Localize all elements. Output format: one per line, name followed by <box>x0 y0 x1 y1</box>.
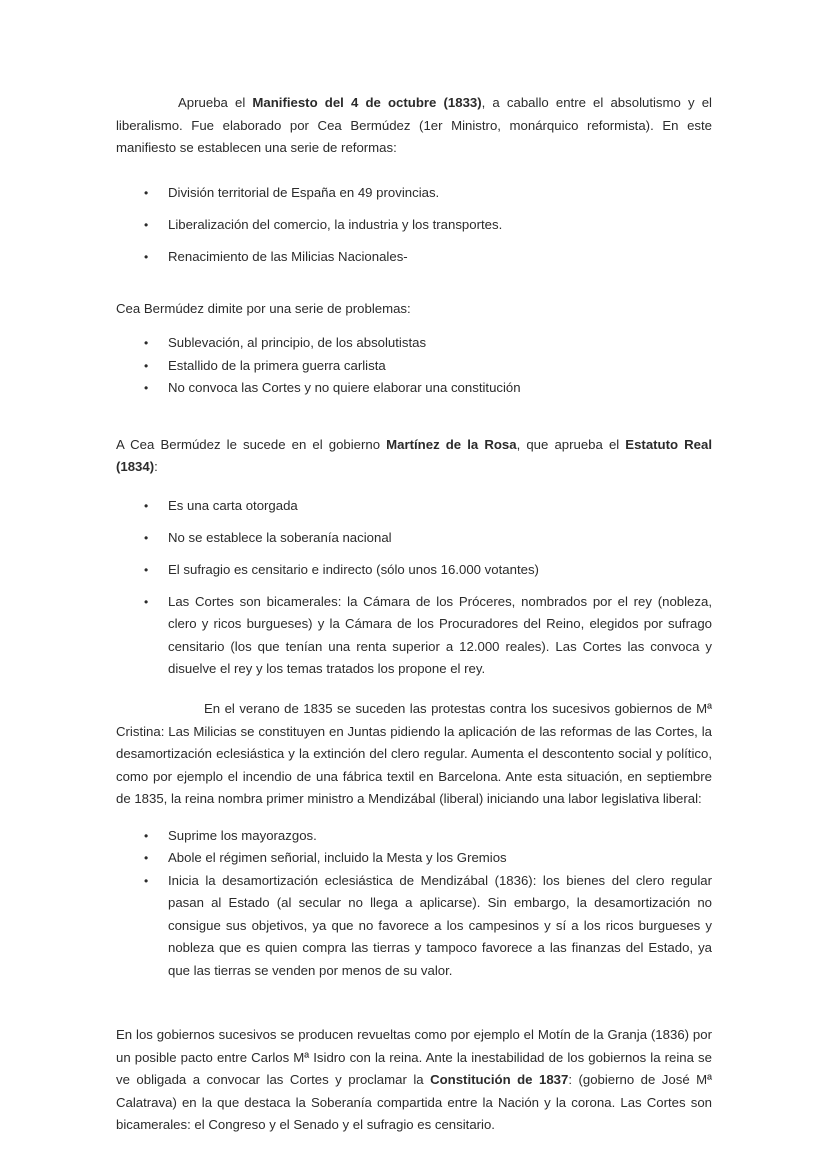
list-item: • Liberalización del comercio, la industria y los transportes. <box>116 214 712 237</box>
spacer <box>116 811 712 825</box>
paragraph-estatuto-real <box>116 434 712 479</box>
document-body <box>116 92 712 1137</box>
spacer <box>116 1012 712 1024</box>
list-item: • El sufragio es censitario e indirecto (sólo unos 16.000 votantes) <box>116 559 712 582</box>
spacer <box>116 479 712 495</box>
paragraph-constitucion-1837-pre: En los gobiernos sucesivos se producen revueltas como por ejemplo el Motín de la Granja (1836) por un posible pacto entre Carlos Mª Isidro con la reina. Ante la inestabilidad de los gobiernos la reina se ve obligada a convocar las Cortes y proclamar la <box>116 1027 712 1087</box>
list-item: • División territorial de España en 49 provincias. <box>116 182 712 205</box>
paragraph-estatuto-real-bold-estatuto: Estatuto Real (1834) <box>116 436 712 474</box>
spacer <box>116 160 712 182</box>
paragraph-estatuto-real-post: : <box>154 459 158 474</box>
paragraph-estatuto-real-pre: A Cea Bermúdez le sucede en el gobierno <box>116 436 387 452</box>
spacer <box>116 400 712 434</box>
list-estatuto-real <box>116 495 712 681</box>
list-item: • Es una carta otorgada <box>116 495 712 518</box>
list-item: • Suprime los mayorazgos. <box>116 825 712 848</box>
list-item: • Inicia la desamortización eclesiástica de Mendizábal (1836): los bienes del clero regular pasan al Estado (al secular no llega a aplicarse). Sin embargo, la desamortización no consigue sus objetivos, ya que no favorece a los campesinos y sí a los ricos burgueses y nobleza que es quien compra las tierras y tampoco favorece a las finanzas del Estado, ya que las tierras se venden por menos de su valor. <box>116 870 712 983</box>
list-reformas <box>116 182 712 269</box>
spacer <box>116 982 712 1012</box>
paragraph-estatuto-real-bold-martinez: Martínez de la Rosa <box>386 436 517 452</box>
spacer <box>116 320 712 332</box>
paragraph-manifiesto-pre: Aprueba el <box>178 95 253 110</box>
paragraph-manifiesto-post: , a caballo entre el absolutismo y el liberalismo. Fue elaborado por Cea Bermúdez (1er Ministro, monárquico reformista). En este manifiesto se establecen una serie de reformas: <box>116 95 712 155</box>
list-mendizabal <box>116 825 712 983</box>
list-item: • Las Cortes son bicamerales: la Cámara de los Próceres, nombrados por el rey (nobleza, clero y ricos burgueses) y la Cámara de los Procuradores del Reino, elegidos por sufrago censitario (los que tenían una renta superior a 12.000 reales). Las Cortes las convoca y disuelve el rey y los temas tratados los propone el rey. <box>116 591 712 681</box>
paragraph-verano-1835: En el verano de 1835 se suceden las protestas contra los sucesivos gobiernos de Mª Cristina: Las Milicias se constituyen en Juntas pidiendo la aplicación de las reformas de las Cortes, la desamortización eclesiástica y la extinción del clero regular. Aumenta el descontento social y político, como por ejemplo el incendio de una fábrica textil en Barcelona. Ante esta situación, en septiembre de 1835, la reina nombra primer ministro a Mendizábal (liberal) iniciando una labor legislativa liberal: <box>116 701 712 806</box>
paragraph-constitucion-1837-bold: Constitución de 1837 <box>430 1072 569 1087</box>
paragraph-dimision: Cea Bermúdez dimite por una serie de problemas: <box>116 300 411 316</box>
paragraph-manifiesto-bold: Manifiesto del 4 de octubre (1833) <box>252 95 482 110</box>
list-item: • Renacimiento de las Milicias Nacionales- <box>116 246 712 269</box>
paragraph-estatuto-real-mid: , que aprueba el <box>516 436 626 452</box>
list-item: • Sublevación, al principio, de los absolutistas <box>116 332 712 355</box>
list-item: • Abole el régimen señorial, incluido la Mesta y los Gremios <box>116 847 712 870</box>
list-item: • No se establece la soberanía nacional <box>116 527 712 550</box>
paragraph-constitucion-1837 <box>116 1024 712 1137</box>
spacer <box>116 690 712 698</box>
paragraph-manifiesto <box>116 92 712 160</box>
spacer <box>116 278 712 298</box>
list-item: • Estallido de la primera guerra carlista <box>116 355 712 378</box>
list-problemas <box>116 332 712 400</box>
list-item: • No convoca las Cortes y no quiere elaborar una constitución <box>116 377 712 400</box>
paragraph-constitucion-1837-post: : (gobierno de José Mª Calatrava) en la que destaca la Soberanía compartida entre la Nación y la corona. Las Cortes son bicamerales: el Congreso y el Senado y el sufragio es censitario. <box>116 1072 712 1132</box>
